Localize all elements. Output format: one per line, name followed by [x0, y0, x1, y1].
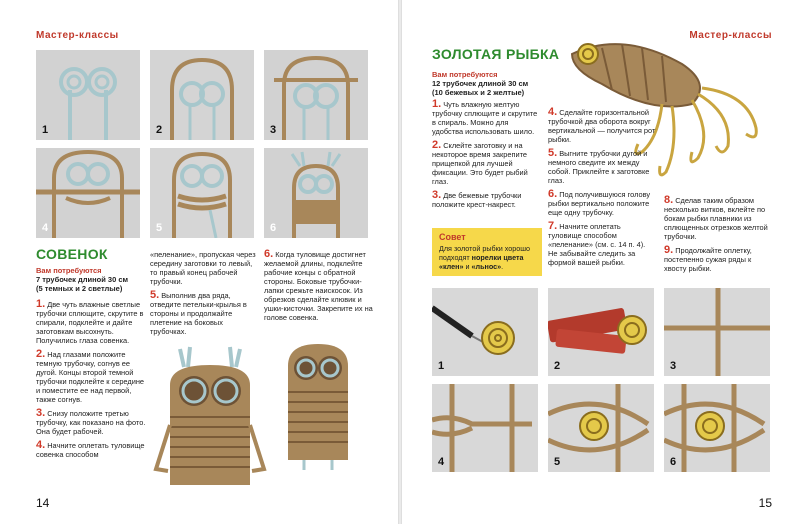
step-item: [432, 141, 540, 186]
tip-bold: «клен»: [439, 262, 464, 271]
article-title: ЗОЛОТАЯ РЫБКА: [432, 46, 560, 62]
step-text: Начните оплетать туловище совенка способом: [36, 441, 145, 459]
step-number: 3.: [36, 407, 46, 419]
step-number: 9.: [664, 244, 674, 256]
step-item: [432, 191, 540, 209]
tip-text: и: [463, 262, 472, 271]
photo-number: 2: [156, 124, 163, 136]
materials-block: [36, 266, 146, 293]
section-label: Мастер-классы: [689, 30, 772, 41]
article-title: СОВЕНОК: [36, 246, 108, 262]
step-item: [36, 300, 146, 345]
fish-step-photo-6: [664, 384, 770, 472]
tip-bold: норелки цвета: [471, 253, 524, 262]
step-item: [36, 441, 146, 459]
materials-heading: Вам потребуются: [432, 70, 498, 79]
step-text: Две чуть влажные светлые трубочки сплющите, скрутите в спирали, подклейте и дайте заготовкам высохнуть. Получились глаза совенка.: [36, 300, 144, 345]
step-item: [664, 196, 774, 241]
tip-heading: Совет: [439, 232, 466, 242]
step-number: 6.: [548, 188, 558, 200]
page-number: 14: [36, 496, 50, 510]
owl-small-photo: [268, 330, 368, 470]
step-number: 6.: [264, 248, 274, 260]
left-page: [0, 0, 398, 524]
photo-number: 5: [554, 456, 561, 468]
fish-step-photo-3: [664, 288, 770, 376]
section-label: Мастер-классы: [36, 30, 119, 41]
owl-step-photo-5: [150, 148, 254, 238]
step-number: 2.: [432, 139, 442, 151]
fish-step-photo-5: [548, 384, 654, 472]
step-item: [264, 250, 374, 322]
step-text: Сделайте горизонтальной трубочкой два оборота вокруг вертикальной — получится рот рыбки.: [548, 108, 656, 144]
materials-heading: Вам потребуются: [36, 266, 102, 275]
step-number: 1.: [432, 98, 442, 110]
steps-column-2: [150, 250, 256, 341]
steps-column-1: [36, 300, 146, 464]
tip-text: Для золотой рыбки хорошо подходят: [439, 244, 531, 262]
photo-number: 4: [438, 456, 445, 468]
fish-step-photo-2: [548, 288, 654, 376]
step-item: [36, 409, 146, 436]
materials-line: (5 темных и 2 светлые): [36, 284, 123, 293]
fish-steps-column-3: [664, 196, 774, 278]
step-text: Когда туловище достигнет желаемой длины, подклейте рабочие концы с обратной стороны. Боковые трубочки-лапки срежьте наискосок. Из обрезков сделайте клювик и ушки-кисточки. Закрепите их на голове совенка.: [264, 250, 373, 322]
right-page: [402, 0, 800, 524]
photo-number: 3: [670, 360, 677, 372]
step-item: [548, 190, 656, 217]
fish-step-photo-1: [432, 288, 538, 376]
step-text: Над глазами положите темную трубочку, согнув ее дугой. Концы второй темной трубочки подклейте к середине и поместите ее над первой, также согнув.: [36, 350, 145, 404]
photo-number: 6: [670, 456, 677, 468]
step-number: 4.: [548, 106, 558, 118]
step-number: 4.: [36, 439, 46, 451]
step-text: Склейте заготовку и на некоторое время закрепите прищепкой для лучшей фиксации. Это будет рыбий глаз.: [432, 141, 528, 186]
step-item: [432, 100, 540, 136]
step-number: 8.: [664, 194, 674, 206]
materials-line: 12 трубочек длиной 30 см: [432, 79, 529, 88]
photo-number: 1: [42, 124, 49, 136]
materials-block: [432, 70, 552, 97]
photo-number: 3: [270, 124, 277, 136]
step-item: [548, 222, 656, 267]
photo-number: 1: [438, 360, 445, 372]
fish-steps-column-2: [548, 108, 656, 272]
page-number: 15: [758, 496, 772, 510]
step-text: Чуть влажную желтую трубочку сплющите и скрутите в спираль. Можно для удобства использовать шило.: [432, 100, 538, 136]
step-item: [548, 108, 656, 144]
materials-line: 7 трубочек длиной 30 см: [36, 275, 129, 284]
step-item: [36, 350, 146, 404]
step-number: 1.: [36, 298, 46, 310]
photo-number: 4: [42, 222, 49, 234]
step-item: [548, 149, 656, 185]
photo-number: 5: [156, 222, 163, 234]
owl-step-photo-3: [264, 50, 368, 140]
step-number: 2.: [36, 348, 46, 360]
owl-step-photo-6: [264, 148, 368, 238]
tip-text: .: [501, 262, 504, 271]
step-continuation: «пеленание», пропуская через середину заготовки то левый, то правый конец рабочей трубочки.: [150, 250, 256, 286]
step-text: Выгните трубочки дугой и немного сведите их между собой. Приклейте к заготовке глаз.: [548, 149, 650, 185]
step-number: 5.: [150, 289, 160, 301]
step-number: 7.: [548, 220, 558, 232]
owl-step-photo-2: [150, 50, 254, 140]
tip-box: [432, 228, 542, 276]
photo-number: 6: [270, 222, 277, 234]
step-text: Сделав таким образом несколько витков, вклейте по бокам рыбки плавники из сплющенных отрезков желтой трубочки.: [664, 196, 768, 241]
step-text: Продолжайте оплетку, постепенно сужая ряды к хвосту рыбки.: [664, 246, 752, 273]
materials-line: (10 бежевых и 2 желтые): [432, 88, 525, 97]
step-item: [150, 291, 256, 336]
step-item: [664, 246, 774, 273]
fish-step-photo-4: [432, 384, 538, 472]
step-text: Выполнив два ряда, отведите петельки-крылья в стороны и продолжайте плетение на боковых трубочках.: [150, 291, 247, 336]
fish-steps-column-1: [432, 100, 540, 214]
step-text: Две бежевые трубочки положите крест-накрест.: [432, 191, 522, 209]
step-number: 5.: [548, 147, 558, 159]
owl-step-photo-4: [36, 148, 140, 238]
step-text: Начните оплетать туловище способом «пеленание» (см. с. 14 п. 4). Не забывайте следить за формой вашей рыбки.: [548, 222, 646, 267]
photo-number: 2: [554, 360, 561, 372]
owl-step-photo-1: [36, 50, 140, 140]
steps-column-3: [264, 250, 374, 327]
step-text: Снизу положите третью трубочку, как показано на фото. Она будет рабочей.: [36, 409, 146, 436]
tip-bold: «льнос»: [471, 262, 502, 271]
step-text: Под получившуюся голову рыбки вертикально положите еще одну трубочку.: [548, 190, 651, 217]
owl-large-photo: [150, 345, 270, 490]
step-number: 3.: [432, 189, 442, 201]
